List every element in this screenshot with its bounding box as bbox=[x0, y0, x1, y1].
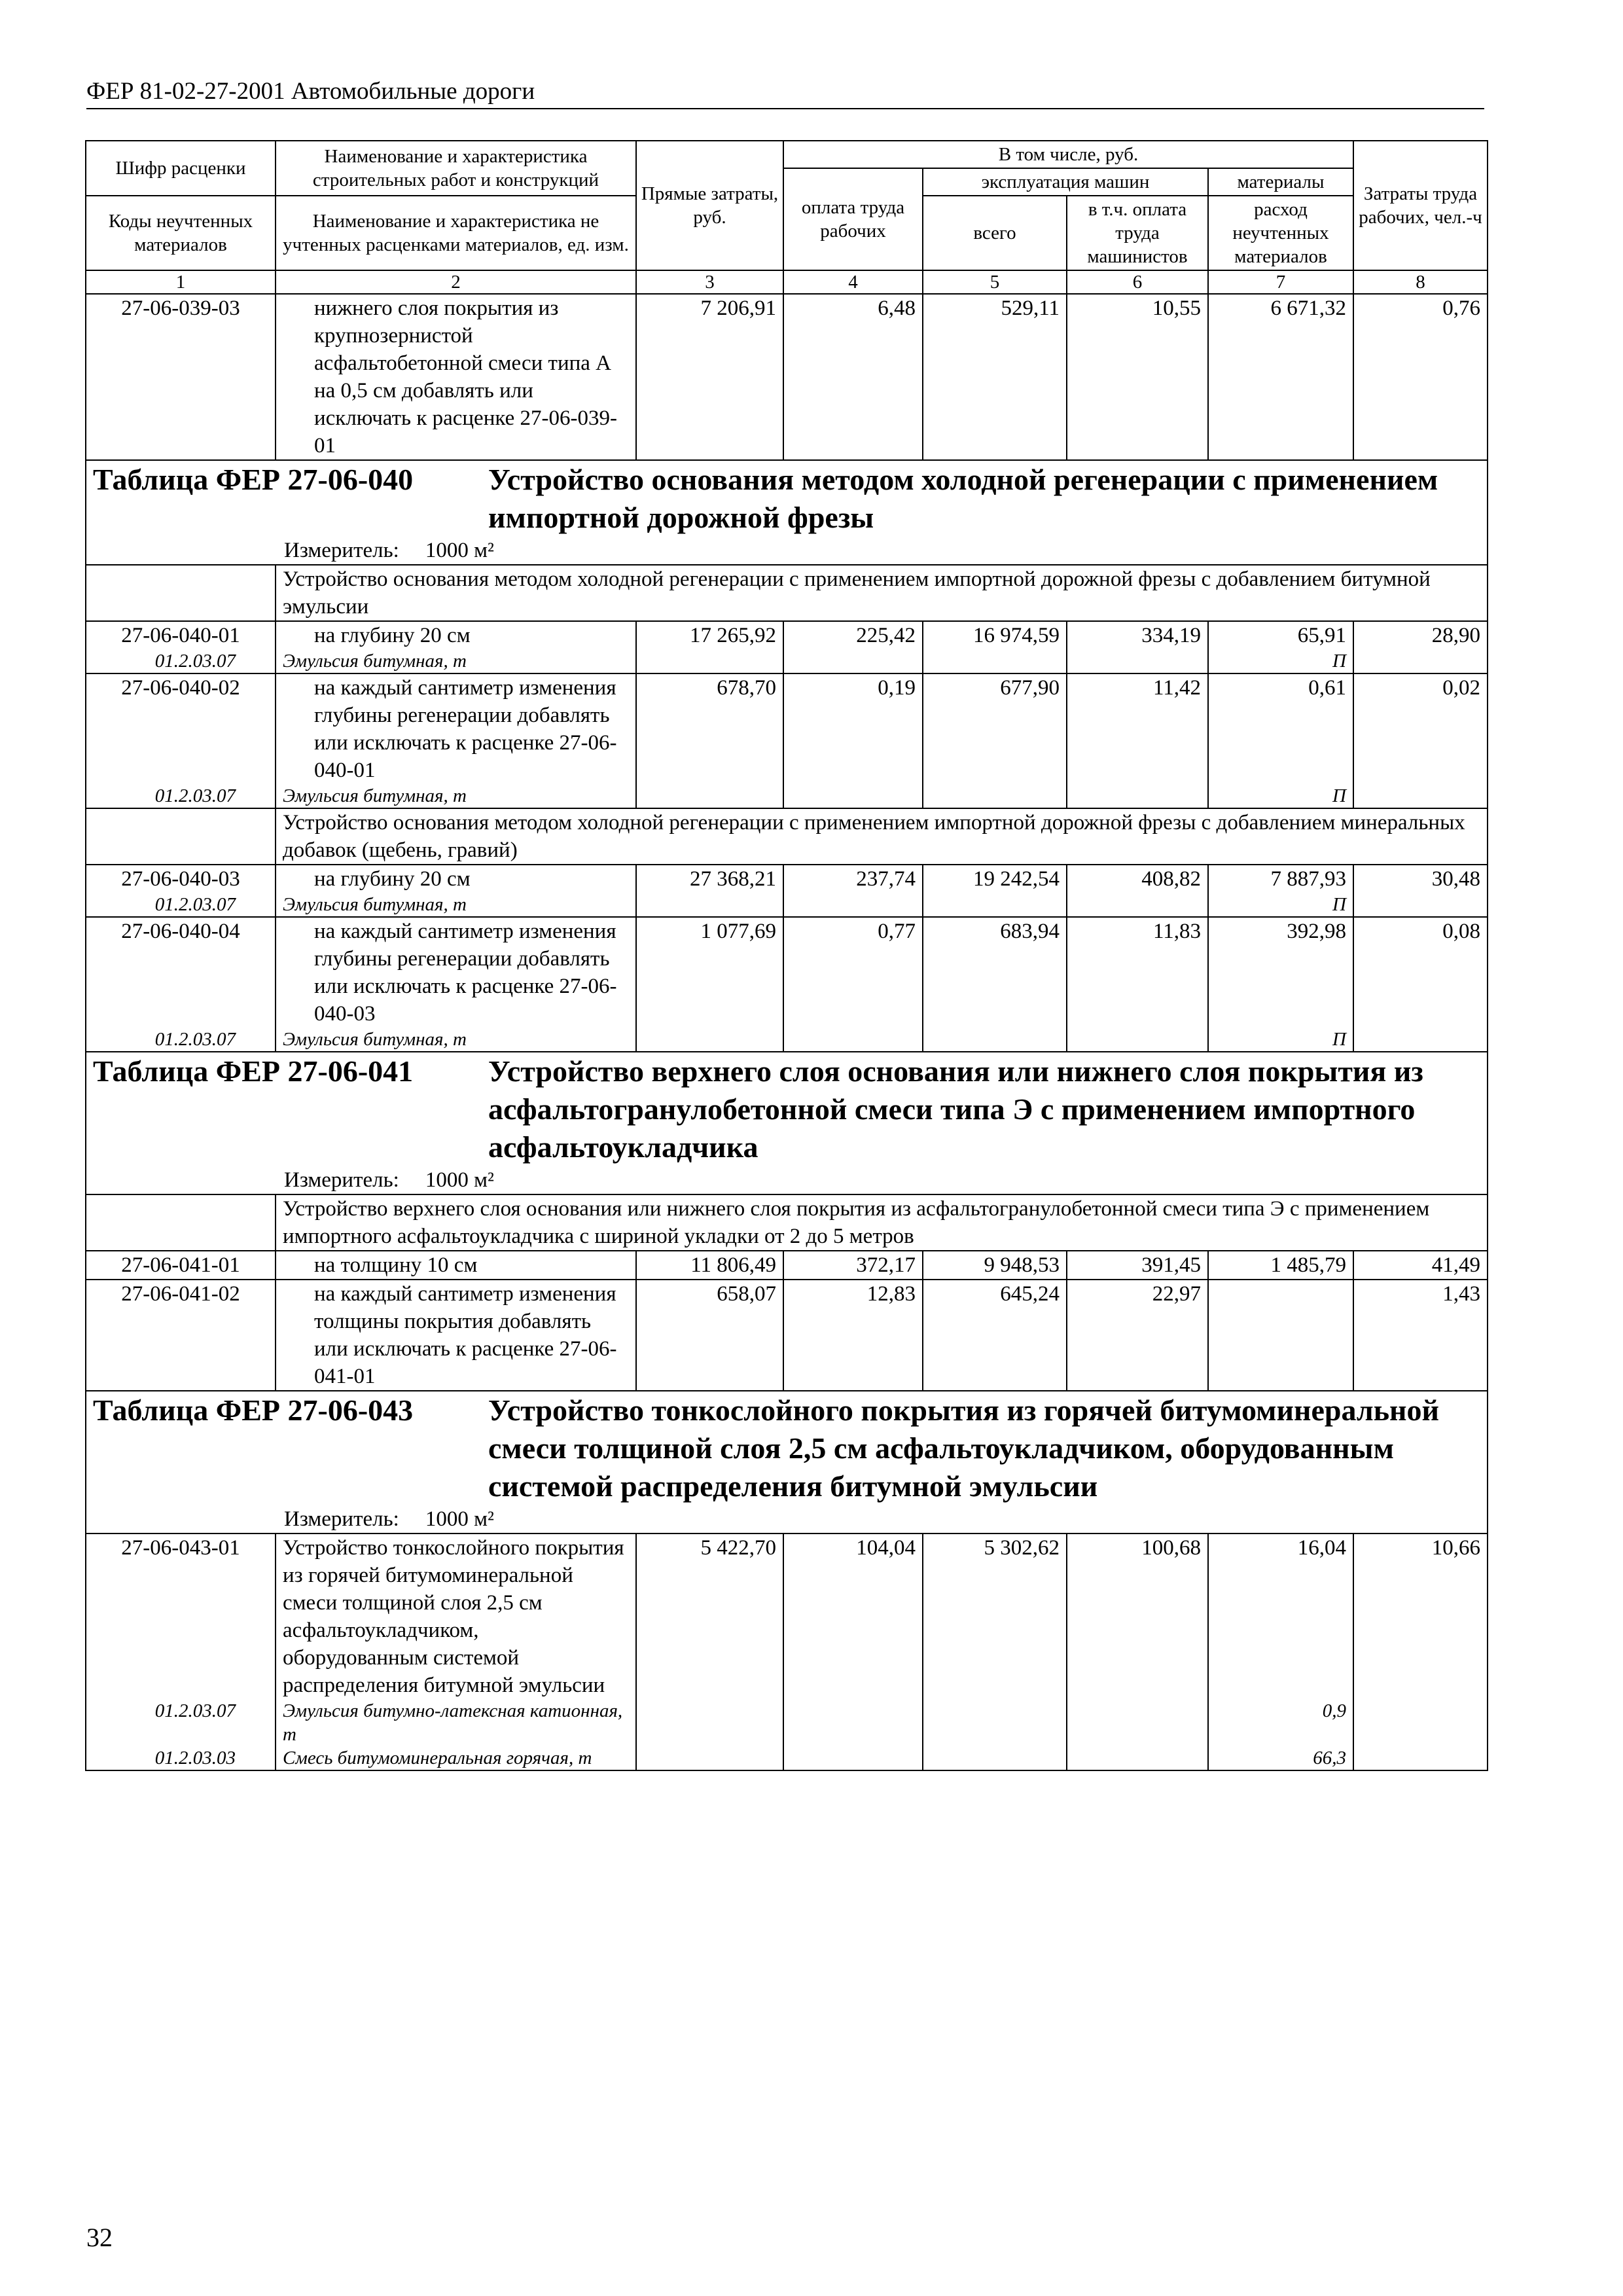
machines-cost: 683,94 bbox=[923, 917, 1067, 1028]
header-labor: Затраты труда рабочих, чел.-ч bbox=[1353, 141, 1488, 270]
rate-name: на каждый сантиметр изменения толщины покрытия добавлять или исключать к расценке 27-06-041-01 bbox=[276, 1280, 636, 1391]
material-qty: П bbox=[1208, 649, 1353, 673]
rate-name: на толщину 10 см bbox=[276, 1251, 636, 1280]
header-machinists: в т.ч. оплата труда машинистов bbox=[1067, 196, 1208, 270]
table-row bbox=[86, 917, 1488, 1028]
machines-cost: 9 948,53 bbox=[923, 1251, 1067, 1280]
machinists-cost: 11,42 bbox=[1067, 673, 1208, 784]
material-row bbox=[86, 784, 1488, 808]
wages-cost: 104,04 bbox=[783, 1534, 923, 1699]
col-num: 3 bbox=[636, 270, 783, 294]
wages-cost: 6,48 bbox=[783, 294, 923, 460]
col-num: 8 bbox=[1353, 270, 1488, 294]
machines-cost: 5 302,62 bbox=[923, 1534, 1067, 1699]
material-name: Эмульсия битумная, т bbox=[276, 1028, 636, 1052]
rate-code: 27-06-040-02 bbox=[86, 673, 276, 784]
header-machines: эксплуатация машин bbox=[923, 168, 1208, 196]
table-row bbox=[86, 1280, 1488, 1391]
rate-name: на глубину 20 см bbox=[276, 865, 636, 893]
header-machines-total: всего bbox=[923, 196, 1067, 270]
machines-cost: 677,90 bbox=[923, 673, 1067, 784]
table-label: Таблица ФЕР 27-06-043 bbox=[93, 1393, 414, 1427]
machinists-cost: 408,82 bbox=[1067, 865, 1208, 893]
labor-cost: 0,76 bbox=[1353, 294, 1488, 460]
group-title: Устройство основания методом холодной регенерации с применением импортной дорожной фрезы с добавлением битумной эмульсии bbox=[276, 565, 1488, 621]
material-row bbox=[86, 1746, 1488, 1770]
page-header: ФЕР 81-02-27-2001 Автомобильные дороги bbox=[86, 77, 1484, 109]
header-materials: материалы bbox=[1208, 168, 1353, 196]
labor-cost: 41,49 bbox=[1353, 1251, 1488, 1280]
rate-code: 27-06-041-02 bbox=[86, 1280, 276, 1391]
direct-cost: 5 422,70 bbox=[636, 1534, 783, 1699]
group-title: Устройство верхнего слоя основания или нижнего слоя покрытия из асфальтогранулобетонной смеси типа Э с применением импортного асфальтоукладчика с шириной укладки от 2 до 5 метров bbox=[276, 1194, 1488, 1251]
table-row bbox=[86, 1534, 1488, 1699]
materials-cost: 16,04 bbox=[1208, 1534, 1353, 1699]
material-qty: П bbox=[1208, 784, 1353, 808]
labor-cost: 0,08 bbox=[1353, 917, 1488, 1028]
table-row bbox=[86, 294, 1488, 460]
machinists-cost: 100,68 bbox=[1067, 1534, 1208, 1699]
rate-code: 27-06-043-01 bbox=[86, 1534, 276, 1699]
materials-cost: 65,91 bbox=[1208, 621, 1353, 649]
header-name-top: Наименование и характеристика строительных работ и конструкций bbox=[276, 141, 636, 196]
material-name: Смесь битумоминеральная горячая, т bbox=[276, 1746, 636, 1770]
material-code: 01.2.03.07 bbox=[86, 893, 276, 917]
rate-code: 27-06-041-01 bbox=[86, 1251, 276, 1280]
measure-value: 1000 м² bbox=[425, 1507, 494, 1531]
material-code: 01.2.03.07 bbox=[86, 1699, 276, 1746]
page-number: 32 bbox=[86, 2223, 113, 2252]
material-row bbox=[86, 893, 1488, 917]
rate-name: на глубину 20 см bbox=[276, 621, 636, 649]
rate-name: нижнего слоя покрытия из крупнозернистой асфальтобетонной смеси типа А на 0,5 см добавлять или исключать к расценке 27-06-039-01 bbox=[276, 294, 636, 460]
header-code-bottom: Коды неучтенных материалов bbox=[86, 196, 276, 270]
rate-code: 27-06-040-04 bbox=[86, 917, 276, 1028]
direct-cost: 27 368,21 bbox=[636, 865, 783, 893]
material-qty: 66,3 bbox=[1208, 1746, 1353, 1770]
table-title-row bbox=[86, 460, 1488, 565]
direct-cost: 17 265,92 bbox=[636, 621, 783, 649]
material-row bbox=[86, 1699, 1488, 1746]
machinists-cost: 391,45 bbox=[1067, 1251, 1208, 1280]
wages-cost: 372,17 bbox=[783, 1251, 923, 1280]
group-row bbox=[86, 565, 1488, 621]
wages-cost: 0,77 bbox=[783, 917, 923, 1028]
rate-code: 27-06-039-03 bbox=[86, 294, 276, 460]
material-qty: 0,9 bbox=[1208, 1699, 1353, 1746]
material-qty: П bbox=[1208, 1028, 1353, 1052]
machines-cost: 16 974,59 bbox=[923, 621, 1067, 649]
measure-label: Измеритель: bbox=[284, 539, 399, 562]
table-title: Устройство основания методом холодной регенерации с применением импортной дорожной фрезы bbox=[488, 463, 1438, 534]
table-row bbox=[86, 673, 1488, 784]
rate-code: 27-06-040-03 bbox=[86, 865, 276, 893]
materials-cost: 392,98 bbox=[1208, 917, 1353, 1028]
labor-cost: 1,43 bbox=[1353, 1280, 1488, 1391]
table-title-row bbox=[86, 1391, 1488, 1534]
wages-cost: 0,19 bbox=[783, 673, 923, 784]
col-num: 7 bbox=[1208, 270, 1353, 294]
measure-label: Измеритель: bbox=[284, 1168, 399, 1192]
header-code-top: Шифр расценки bbox=[86, 141, 276, 196]
material-name: Эмульсия битумная, т bbox=[276, 649, 636, 673]
machinists-cost: 334,19 bbox=[1067, 621, 1208, 649]
header-incl: В том числе, руб. bbox=[783, 141, 1353, 168]
direct-cost: 11 806,49 bbox=[636, 1251, 783, 1280]
material-row bbox=[86, 649, 1488, 673]
table-title: Устройство тонкослойного покрытия из горячей битумоминеральной смеси толщиной слоя 2,5 см асфальтоукладчиком, оборудованным системой распределения битумной эмульсии bbox=[488, 1393, 1440, 1503]
col-num: 4 bbox=[783, 270, 923, 294]
table-title: Устройство верхнего слоя основания или нижнего слоя покрытия из асфальтогранулобетонной смеси типа Э с применением импортного асфальтоукладчика bbox=[488, 1054, 1423, 1164]
material-code: 01.2.03.03 bbox=[86, 1746, 276, 1770]
material-qty: П bbox=[1208, 893, 1353, 917]
rate-name: на каждый сантиметр изменения глубины регенерации добавлять или исключать к расценке 27-06-040-01 bbox=[276, 673, 636, 784]
wages-cost: 12,83 bbox=[783, 1280, 923, 1391]
material-name: Эмульсия битумная, т bbox=[276, 784, 636, 808]
group-row bbox=[86, 808, 1488, 865]
materials-cost: 0,61 bbox=[1208, 673, 1353, 784]
machinists-cost: 22,97 bbox=[1067, 1280, 1208, 1391]
direct-cost: 1 077,69 bbox=[636, 917, 783, 1028]
direct-cost: 678,70 bbox=[636, 673, 783, 784]
rates-table bbox=[85, 140, 1488, 1771]
measure-label: Измеритель: bbox=[284, 1507, 399, 1531]
machines-cost: 645,24 bbox=[923, 1280, 1067, 1391]
labor-cost: 0,02 bbox=[1353, 673, 1488, 784]
material-name: Эмульсия битумно-латексная катионная, т bbox=[276, 1699, 636, 1746]
group-row bbox=[86, 1194, 1488, 1251]
direct-cost: 658,07 bbox=[636, 1280, 783, 1391]
table-label: Таблица ФЕР 27-06-040 bbox=[93, 463, 414, 496]
machinists-cost: 10,55 bbox=[1067, 294, 1208, 460]
materials-cost bbox=[1208, 1280, 1353, 1391]
materials-cost: 1 485,79 bbox=[1208, 1251, 1353, 1280]
machines-cost: 19 242,54 bbox=[923, 865, 1067, 893]
col-num: 6 bbox=[1067, 270, 1208, 294]
labor-cost: 28,90 bbox=[1353, 621, 1488, 649]
table-row bbox=[86, 865, 1488, 893]
rate-name: на каждый сантиметр изменения глубины регенерации добавлять или исключать к расценке 27-06-040-03 bbox=[276, 917, 636, 1028]
table-row bbox=[86, 1251, 1488, 1280]
material-code: 01.2.03.07 bbox=[86, 1028, 276, 1052]
machines-cost: 529,11 bbox=[923, 294, 1067, 460]
measure-value: 1000 м² bbox=[425, 1168, 494, 1192]
rate-name: Устройство тонкослойного покрытия из горячей битумоминеральной смеси толщиной слоя 2,5 см асфальтоукладчиком, оборудованным системой распределения битумной эмульсии bbox=[276, 1534, 636, 1699]
col-num: 5 bbox=[923, 270, 1067, 294]
material-code: 01.2.03.07 bbox=[86, 649, 276, 673]
material-code: 01.2.03.07 bbox=[86, 784, 276, 808]
table-row bbox=[86, 621, 1488, 649]
material-row bbox=[86, 1028, 1488, 1052]
machinists-cost: 11,83 bbox=[1067, 917, 1208, 1028]
labor-cost: 30,48 bbox=[1353, 865, 1488, 893]
table-title-row bbox=[86, 1052, 1488, 1194]
rate-code: 27-06-040-01 bbox=[86, 621, 276, 649]
table-label: Таблица ФЕР 27-06-041 bbox=[93, 1054, 414, 1088]
header-materials-sub: расход неучтенных материалов bbox=[1208, 196, 1353, 270]
col-num: 2 bbox=[276, 270, 636, 294]
header-direct: Прямые затраты, руб. bbox=[636, 141, 783, 270]
header-wages: оплата труда рабочих bbox=[783, 168, 923, 270]
material-name: Эмульсия битумная, т bbox=[276, 893, 636, 917]
group-title: Устройство основания методом холодной регенерации с применением импортной дорожной фрезы с добавлением минеральных добавок (щебень, гравий) bbox=[276, 808, 1488, 865]
direct-cost: 7 206,91 bbox=[636, 294, 783, 460]
header-name-bottom: Наименование и характеристика не учтенных расценками материалов, ед. изм. bbox=[276, 196, 636, 270]
col-num: 1 bbox=[86, 270, 276, 294]
measure-value: 1000 м² bbox=[425, 539, 494, 562]
materials-cost: 6 671,32 bbox=[1208, 294, 1353, 460]
wages-cost: 237,74 bbox=[783, 865, 923, 893]
labor-cost: 10,66 bbox=[1353, 1534, 1488, 1699]
materials-cost: 7 887,93 bbox=[1208, 865, 1353, 893]
wages-cost: 225,42 bbox=[783, 621, 923, 649]
